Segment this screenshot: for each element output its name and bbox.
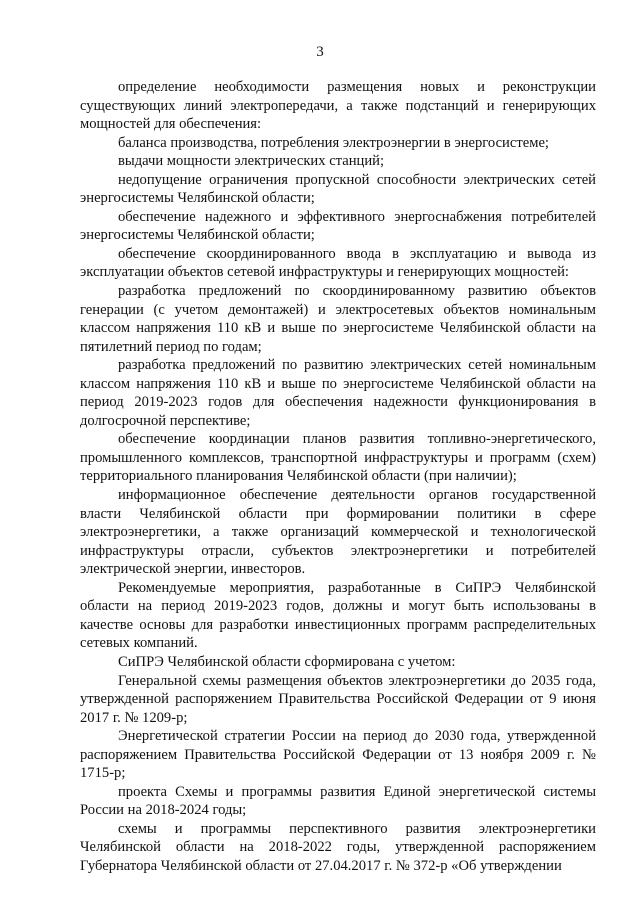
document-body [80, 78, 596, 876]
page-number: 3 [316, 44, 324, 60]
paragraph: разработка предложений по развитию электрических сетей номинальным классом напряжения 110 кВ и выше по энергосистеме Челябинской области на период 2019-2023 годов для обеспечения надежности функционирования в долгосрочной перспективе; [80, 357, 596, 429]
paragraph: обеспечение скоординированного ввода в эксплуатацию и вывода из эксплуатации объектов сетевой инфраструктуры и генерирующих мощностей: [80, 245, 596, 281]
paragraph: Рекомендуемые мероприятия, разработанные в СиПРЭ Челябинской области на период 2019-2023 годов, должны и могут быть использованы в качестве основы для разработки инвестиционных программ распределительных сетевых компаний. [80, 579, 596, 652]
paragraph: недопущение ограничения пропускной способности электрических сетей энергосистемы Челябинской области; [80, 171, 596, 207]
paragraph: Энергетической стратегии России на период до 2030 года, утвержденной распоряжением Правительства Российской Федерации от 13 ноября 2009 г. № 1715-р; [80, 728, 596, 782]
paragraph: обеспечение координации планов развития топливно-энергетического, промышленного комплексов, транспортной инфраструктуры и программ (схем) территориального планирования Челябинской области (при наличии); [80, 431, 596, 485]
paragraph: схемы и программы перспективного развития электроэнергетики Челябинской области на 2018-2022 годы, утвержденной распоряжением Губернатора Челябинской области от 27.04.2017 г. № 372-р «Об утверждении [80, 820, 596, 874]
paragraph: Генеральной схемы размещения объектов электроэнергетики до 2035 года, утвержденной распоряжением Правительства Российской Федерации от 9 июня 2017 г. № 1209-р; [80, 672, 596, 726]
paragraph: выдачи мощности электрических станций; [118, 153, 384, 170]
paragraph: информационное обеспечение деятельности органов государственной власти Челябинской области при формировании политики в сфере электроэнергетики, а также организаций коммерческой и технологической инфраструктуры отрасли, субъектов электроэнергетики и потребителей электрической энергии, инвесторов. [80, 487, 596, 578]
paragraph: проекта Схемы и программы развития Единой энергетической системы России на 2018-2024 годы; [80, 783, 596, 819]
paragraph: СиПРЭ Челябинской области сформирована с учетом: [118, 653, 456, 670]
paragraph: баланса производства, потребления электроэнергии в энергосистеме; [118, 134, 549, 151]
paragraph: определение необходимости размещения новых и реконструкции существующих линий электропередачи, а также подстанций и генерирующих мощностей для обеспечения: [80, 79, 596, 133]
paragraph: обеспечение надежного и эффективного энергоснабжения потребителей энергосистемы Челябинской области; [80, 208, 596, 244]
paragraph: разработка предложений по скоординированному развитию объектов генерации (с учетом демонтажей) и электросетевых объектов номинальным классом напряжения 110 кВ и выше по энергосистеме Челябинской области на пятилетний период по годам; [80, 283, 596, 355]
